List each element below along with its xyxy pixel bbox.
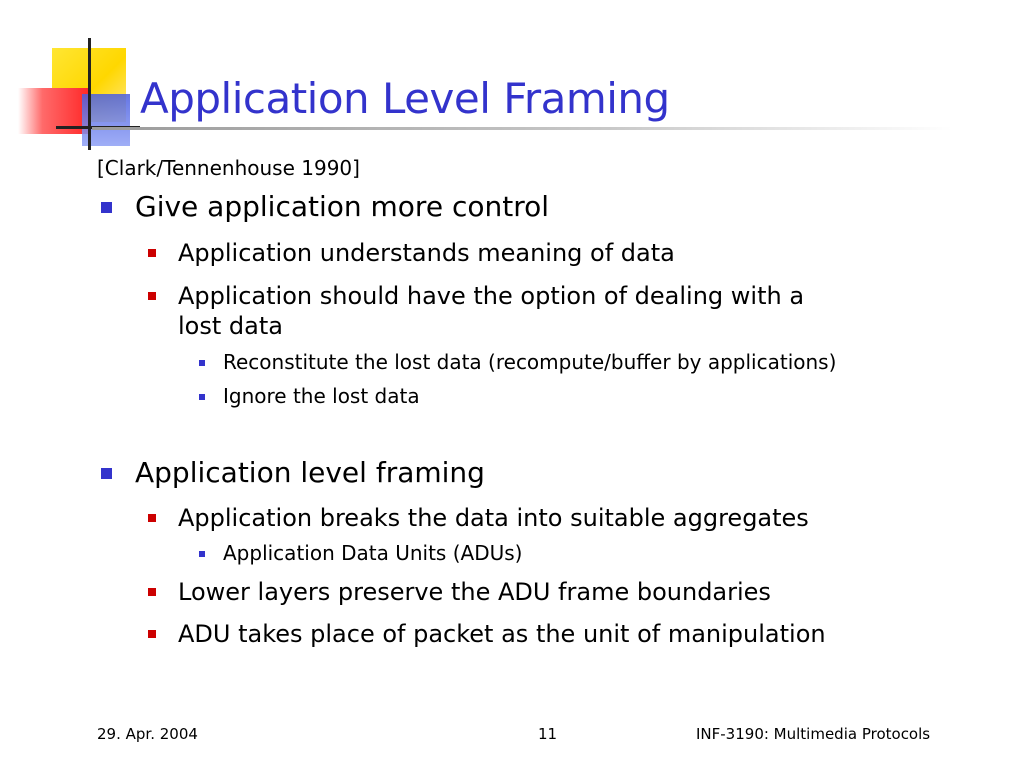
square-bullet-icon: [148, 249, 156, 257]
bullet-level2: [178, 503, 809, 533]
footer-page-number: 11: [538, 725, 558, 743]
square-bullet-icon: [148, 292, 156, 300]
square-bullet-icon: [101, 468, 112, 479]
bullet-text: Application understands meaning of data: [178, 239, 675, 267]
square-bullet-icon: [148, 588, 156, 596]
bullet-text: Give application more control: [135, 190, 550, 223]
bullet-level2: [178, 238, 675, 268]
bullet-text: Lower layers preserve the ADU frame boundaries: [178, 578, 771, 606]
footer-course: INF-3190: Multimedia Protocols: [696, 725, 931, 743]
bullet-text: Application breaks the data into suitable aggregates: [178, 504, 809, 532]
bullet-text: Ignore the lost data: [223, 384, 420, 408]
bullet-level1: [135, 456, 485, 489]
square-bullet-icon: [199, 360, 205, 366]
slide-title: Application Level Framing: [140, 74, 670, 123]
bullet-text: Reconstitute the lost data (recompute/buffer by applications): [223, 350, 837, 374]
bullet-text-line2: lost data: [178, 312, 283, 340]
bullet-text: Application level framing: [135, 456, 485, 489]
bullet-text: ADU takes place of packet as the unit of manipulation: [178, 620, 826, 648]
square-bullet-icon: [148, 630, 156, 638]
square-bullet-icon: [199, 394, 205, 400]
bullet-level1: [135, 190, 549, 223]
square-bullet-icon: [148, 514, 156, 522]
bullet-text-line1: Application should have the option of dealing with a: [178, 282, 805, 310]
bullet-level2: [178, 577, 771, 607]
title-divider: [92, 127, 952, 130]
bullet-text: Application Data Units (ADUs): [223, 541, 523, 565]
logo-vertical-line: [88, 38, 91, 150]
square-bullet-icon: [101, 202, 112, 213]
citation: [Clark/Tennenhouse 1990]: [97, 156, 360, 180]
square-bullet-icon: [199, 551, 205, 557]
bullet-level3: [223, 384, 420, 408]
bullet-level2: [178, 619, 826, 649]
footer-date: 29. Apr. 2004: [97, 725, 198, 743]
bullet-level3: [223, 350, 836, 374]
bullet-level2: [178, 281, 804, 341]
bullet-level3: [223, 541, 522, 565]
